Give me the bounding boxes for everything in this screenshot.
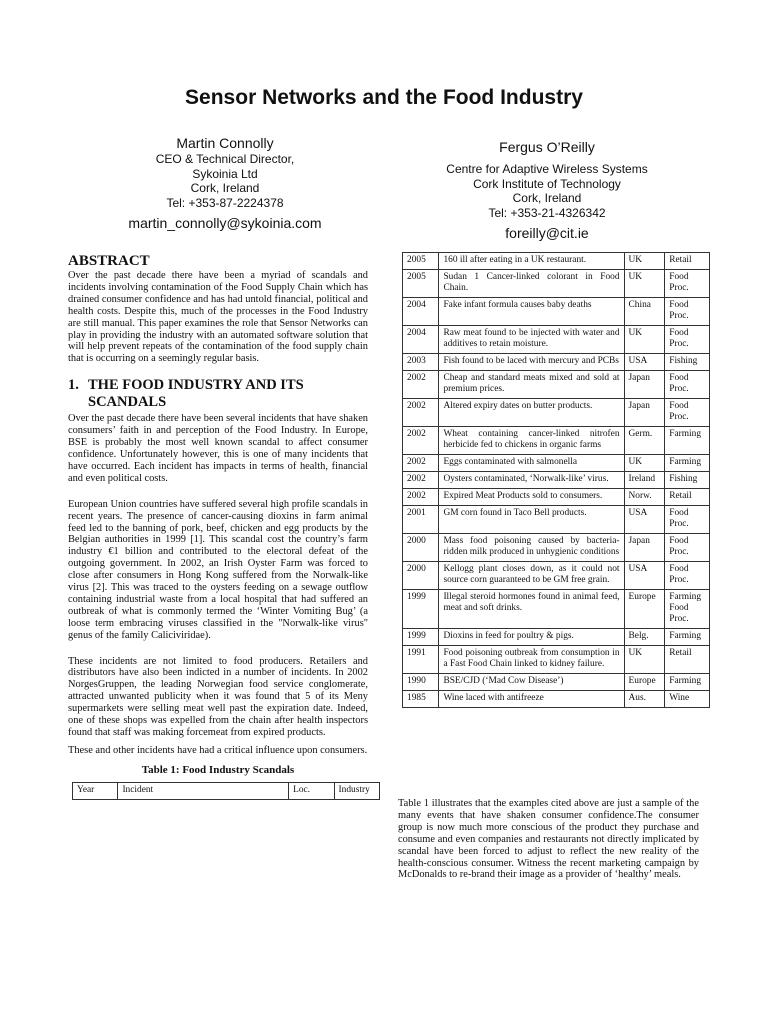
cell-location: Japan <box>624 399 665 427</box>
cell-incident: 160 ill after eating in a UK restaurant. <box>439 253 624 270</box>
author-affiliation-line: CEO & Technical Director, <box>155 152 295 166</box>
author-phone: Tel: +353-87-2224378 <box>166 195 284 210</box>
cell-industry: Food Proc. <box>665 371 710 399</box>
cell-location: Belg. <box>624 629 665 646</box>
table-row <box>403 674 710 691</box>
cell-incident: Kellogg plant closes down, as it could not source corn guaranteed to be GM free grain. <box>439 562 624 590</box>
cell-incident: Mass food poisoning caused by bacteria-ridden milk produced in unhygienic conditions <box>439 534 624 562</box>
table-header-row <box>73 782 380 799</box>
cell-location: USA <box>624 562 665 590</box>
table-header <box>72 782 380 800</box>
cell-location: UK <box>624 270 665 298</box>
cell-year: 2005 <box>403 253 439 270</box>
header-cell-year: Year <box>73 782 118 799</box>
abstract-text: Over the past decade there have been a myriad of scandals and incidents involving contamination of the Food Supply Chain which has drained consumer confidence and has had untold financial, political and health costs. Despite this, much of the processes in the Food Industry are still manual. This paper examines the role that Sensor Networks can play in providing the industry with an automated software solution that will help prevent repeats of the contamination of the food supply chain that is occurring on a seemingly regular basis. <box>68 270 368 365</box>
table-row <box>403 371 710 399</box>
cell-year: 2002 <box>403 399 439 427</box>
section-heading-line: SCANDALS <box>88 394 167 411</box>
author-affiliation-line: Cork, Ireland <box>512 191 582 205</box>
cell-incident: Wheat containing cancer-linked nitrofen herbicide fed to chickens in organic farms <box>439 427 624 455</box>
cell-year: 1990 <box>403 674 439 691</box>
cell-industry: Retail <box>665 253 710 270</box>
header-cell-industry: Industry <box>334 782 379 799</box>
table-row <box>403 253 710 270</box>
table-row <box>403 270 710 298</box>
cell-location: USA <box>624 354 665 371</box>
cell-incident: BSE/CJD (‘Mad Cow Disease’) <box>439 674 624 691</box>
section-heading <box>68 377 368 411</box>
cell-incident: Fake infant formula causes baby deaths <box>439 298 624 326</box>
cell-year: 2003 <box>403 354 439 371</box>
cell-location: Germ. <box>624 427 665 455</box>
header-cell-location: Loc. <box>289 782 334 799</box>
cell-industry: Food Proc. <box>665 506 710 534</box>
body-paragraph: These and other incidents have had a critical influence upon consumers. <box>68 744 368 756</box>
table-row <box>403 534 710 562</box>
cell-year: 2000 <box>403 562 439 590</box>
cell-incident: Sudan 1 Cancer-linked colorant in Food Chain. <box>439 270 624 298</box>
cell-year: 2002 <box>403 489 439 506</box>
table-row <box>403 506 710 534</box>
body-paragraph: Over the past decade there have been several incidents that have shaken consumers’ faith in and perception of the Food Industry. In Europe, BSE is probably the most well known scandal to affect consumer confidence. Unfortunately however, this is one of many incidents that have occurred. Each incident has impacts in terms of health, financial and even political costs. <box>68 413 368 484</box>
cell-industry: Food Proc. <box>665 326 710 354</box>
cell-incident: Wine laced with antifreeze <box>439 691 624 708</box>
table-row <box>403 354 710 371</box>
cell-industry: Retail <box>665 489 710 506</box>
cell-incident: Oysters contaminated, ‘Norwalk-like’ virus. <box>439 472 624 489</box>
cell-industry: Food Proc. <box>665 270 710 298</box>
author-affiliation-line: Cork Institute of Technology <box>473 176 621 191</box>
cell-year: 2002 <box>403 427 439 455</box>
cell-year: 1999 <box>403 629 439 646</box>
cell-industry: Food Proc. <box>665 399 710 427</box>
cell-location: UK <box>624 326 665 354</box>
author-name: Martin Connolly <box>176 135 274 151</box>
cell-location: Norw. <box>624 489 665 506</box>
cell-incident: Eggs contaminated with salmonella <box>439 455 624 472</box>
cell-incident: Food poisoning outbreak from consumption in a Fast Food Chain linked to kidney failure. <box>439 646 624 674</box>
cell-location: UK <box>624 253 665 270</box>
author-block-2 <box>392 138 702 242</box>
table-caption: Table 1: Food Industry Scandals <box>141 763 295 776</box>
table-row <box>403 455 710 472</box>
cell-industry: Food Proc. <box>665 562 710 590</box>
author-affiliation-line: Cork, Ireland <box>190 181 260 195</box>
cell-location: Aus. <box>624 691 665 708</box>
table-row <box>403 562 710 590</box>
table-row <box>403 326 710 354</box>
author-affiliation-line: Centre for Adaptive Wireless Systems <box>446 162 648 176</box>
cell-incident: GM corn found in Taco Bell products. <box>439 506 624 534</box>
table-row <box>403 489 710 506</box>
cell-industry: Farming <box>665 455 710 472</box>
table-row <box>403 590 710 629</box>
cell-year: 2001 <box>403 506 439 534</box>
table-row <box>403 691 710 708</box>
header-cell-incident: Incident <box>118 782 289 799</box>
cell-location: Ireland <box>624 472 665 489</box>
table-row <box>403 472 710 489</box>
cell-year: 1991 <box>403 646 439 674</box>
author-email: martin_connolly@sykoinia.com <box>128 215 322 231</box>
section-number: 1. <box>68 377 79 394</box>
table-row <box>403 399 710 427</box>
author-block-1 <box>70 134 380 232</box>
cell-industry: Farming <box>665 629 710 646</box>
abstract-heading: ABSTRACT <box>68 253 150 269</box>
author-name: Fergus O’Reilly <box>499 139 595 155</box>
cell-incident: Expired Meat Products sold to consumers. <box>439 489 624 506</box>
cell-location: Japan <box>624 371 665 399</box>
cell-year: 2000 <box>403 534 439 562</box>
cell-industry: Fishing <box>665 472 710 489</box>
cell-industry: Food Proc. <box>665 534 710 562</box>
cell-incident: Illegal steroid hormones found in animal feed, meat and soft drinks. <box>439 590 624 629</box>
scandal-table <box>402 252 710 708</box>
cell-year: 2005 <box>403 270 439 298</box>
cell-incident: Dioxins in feed for poultry & pigs. <box>439 629 624 646</box>
cell-location: China <box>624 298 665 326</box>
section-heading-line: THE FOOD INDUSTRY AND ITS <box>88 377 304 394</box>
cell-location: USA <box>624 506 665 534</box>
cell-year: 2002 <box>403 371 439 399</box>
cell-location: Europe <box>624 674 665 691</box>
body-paragraph: Table 1 illustrates that the examples cited above are just a sample of the many events that have shaken consumer confidence.The consumer group is now much more conscious of the product they purchase and consume and even companies and restaurants not directly implicated by scandal have been forced to adjust to reflect the new reality of the health-conscious consumer. Witness the recent marketing campaign by McDonalds to re-brand their image as a provider of ‘healthy’ meals. <box>398 798 699 881</box>
body-paragraph: European Union countries have suffered several high profile scandals in recent years. The presence of cancer-causing dioxins in farm animal feed led to the banning of pork, beef, chicken and egg products by the Belgian authorities in 1999 [1]. This scandal cost the country’s farm industry €1 billion and contributed to the electoral defeat of the outgoing government. In 2002, an Irish Oyster Farm was forced to close after consumers in Hong Kong suffered from the Norwalk-like virus [2]. This was traced to the oysters feeding on a sewage outflow containing industrial waste from a local hospital that had suffered an outbreak of what is commonly termed the ‘Winter Vomiting Bug’ (a loose term embracing viruses classified in the "Norwalk-like virus" genus of the family Caliciviridae). <box>68 498 368 641</box>
author-affiliation-line: Sykoinia Ltd <box>192 166 258 181</box>
cell-industry: Food Proc. <box>665 298 710 326</box>
cell-industry: Farming Food Proc. <box>665 590 710 629</box>
cell-year: 2004 <box>403 326 439 354</box>
cell-industry: Farming <box>665 674 710 691</box>
author-phone: Tel: +353-21-4326342 <box>488 205 606 220</box>
cell-industry: Wine <box>665 691 710 708</box>
table-row <box>403 646 710 674</box>
table-row <box>403 298 710 326</box>
cell-location: UK <box>624 455 665 472</box>
cell-year: 2002 <box>403 455 439 472</box>
table-row <box>403 629 710 646</box>
cell-incident: Cheap and standard meats mixed and sold at premium prices. <box>439 371 624 399</box>
paper-title: Sensor Networks and the Food Industry <box>185 86 583 109</box>
cell-incident: Fish found to be laced with mercury and PCBs <box>439 354 624 371</box>
cell-year: 2004 <box>403 298 439 326</box>
cell-year: 1985 <box>403 691 439 708</box>
cell-incident: Raw meat found to be injected with water and additives to retain moisture. <box>439 326 624 354</box>
cell-industry: Farming <box>665 427 710 455</box>
cell-location: UK <box>624 646 665 674</box>
author-email: foreilly@cit.ie <box>505 225 589 241</box>
cell-location: Europe <box>624 590 665 629</box>
cell-year: 2002 <box>403 472 439 489</box>
cell-industry: Retail <box>665 646 710 674</box>
cell-year: 1999 <box>403 590 439 629</box>
cell-industry: Fishing <box>665 354 710 371</box>
body-paragraph: These incidents are not limited to food producers. Retailers and distributors have also been indicted in a number of incidents. In 2002 NorgesGruppen, the leading Norwegian food service conglomerate, attracted unwanted publicity when it was found that 5 of its Meny supermarkets were selling meat well past the expiration date. Indeed, one of these shops was expelled from the chain after health inspectors found that staff was making forcemeat from expired products. <box>68 655 368 738</box>
cell-location: Japan <box>624 534 665 562</box>
right-column <box>398 798 699 881</box>
table-row <box>403 427 710 455</box>
cell-incident: Altered expiry dates on butter products. <box>439 399 624 427</box>
left-column <box>68 252 368 800</box>
